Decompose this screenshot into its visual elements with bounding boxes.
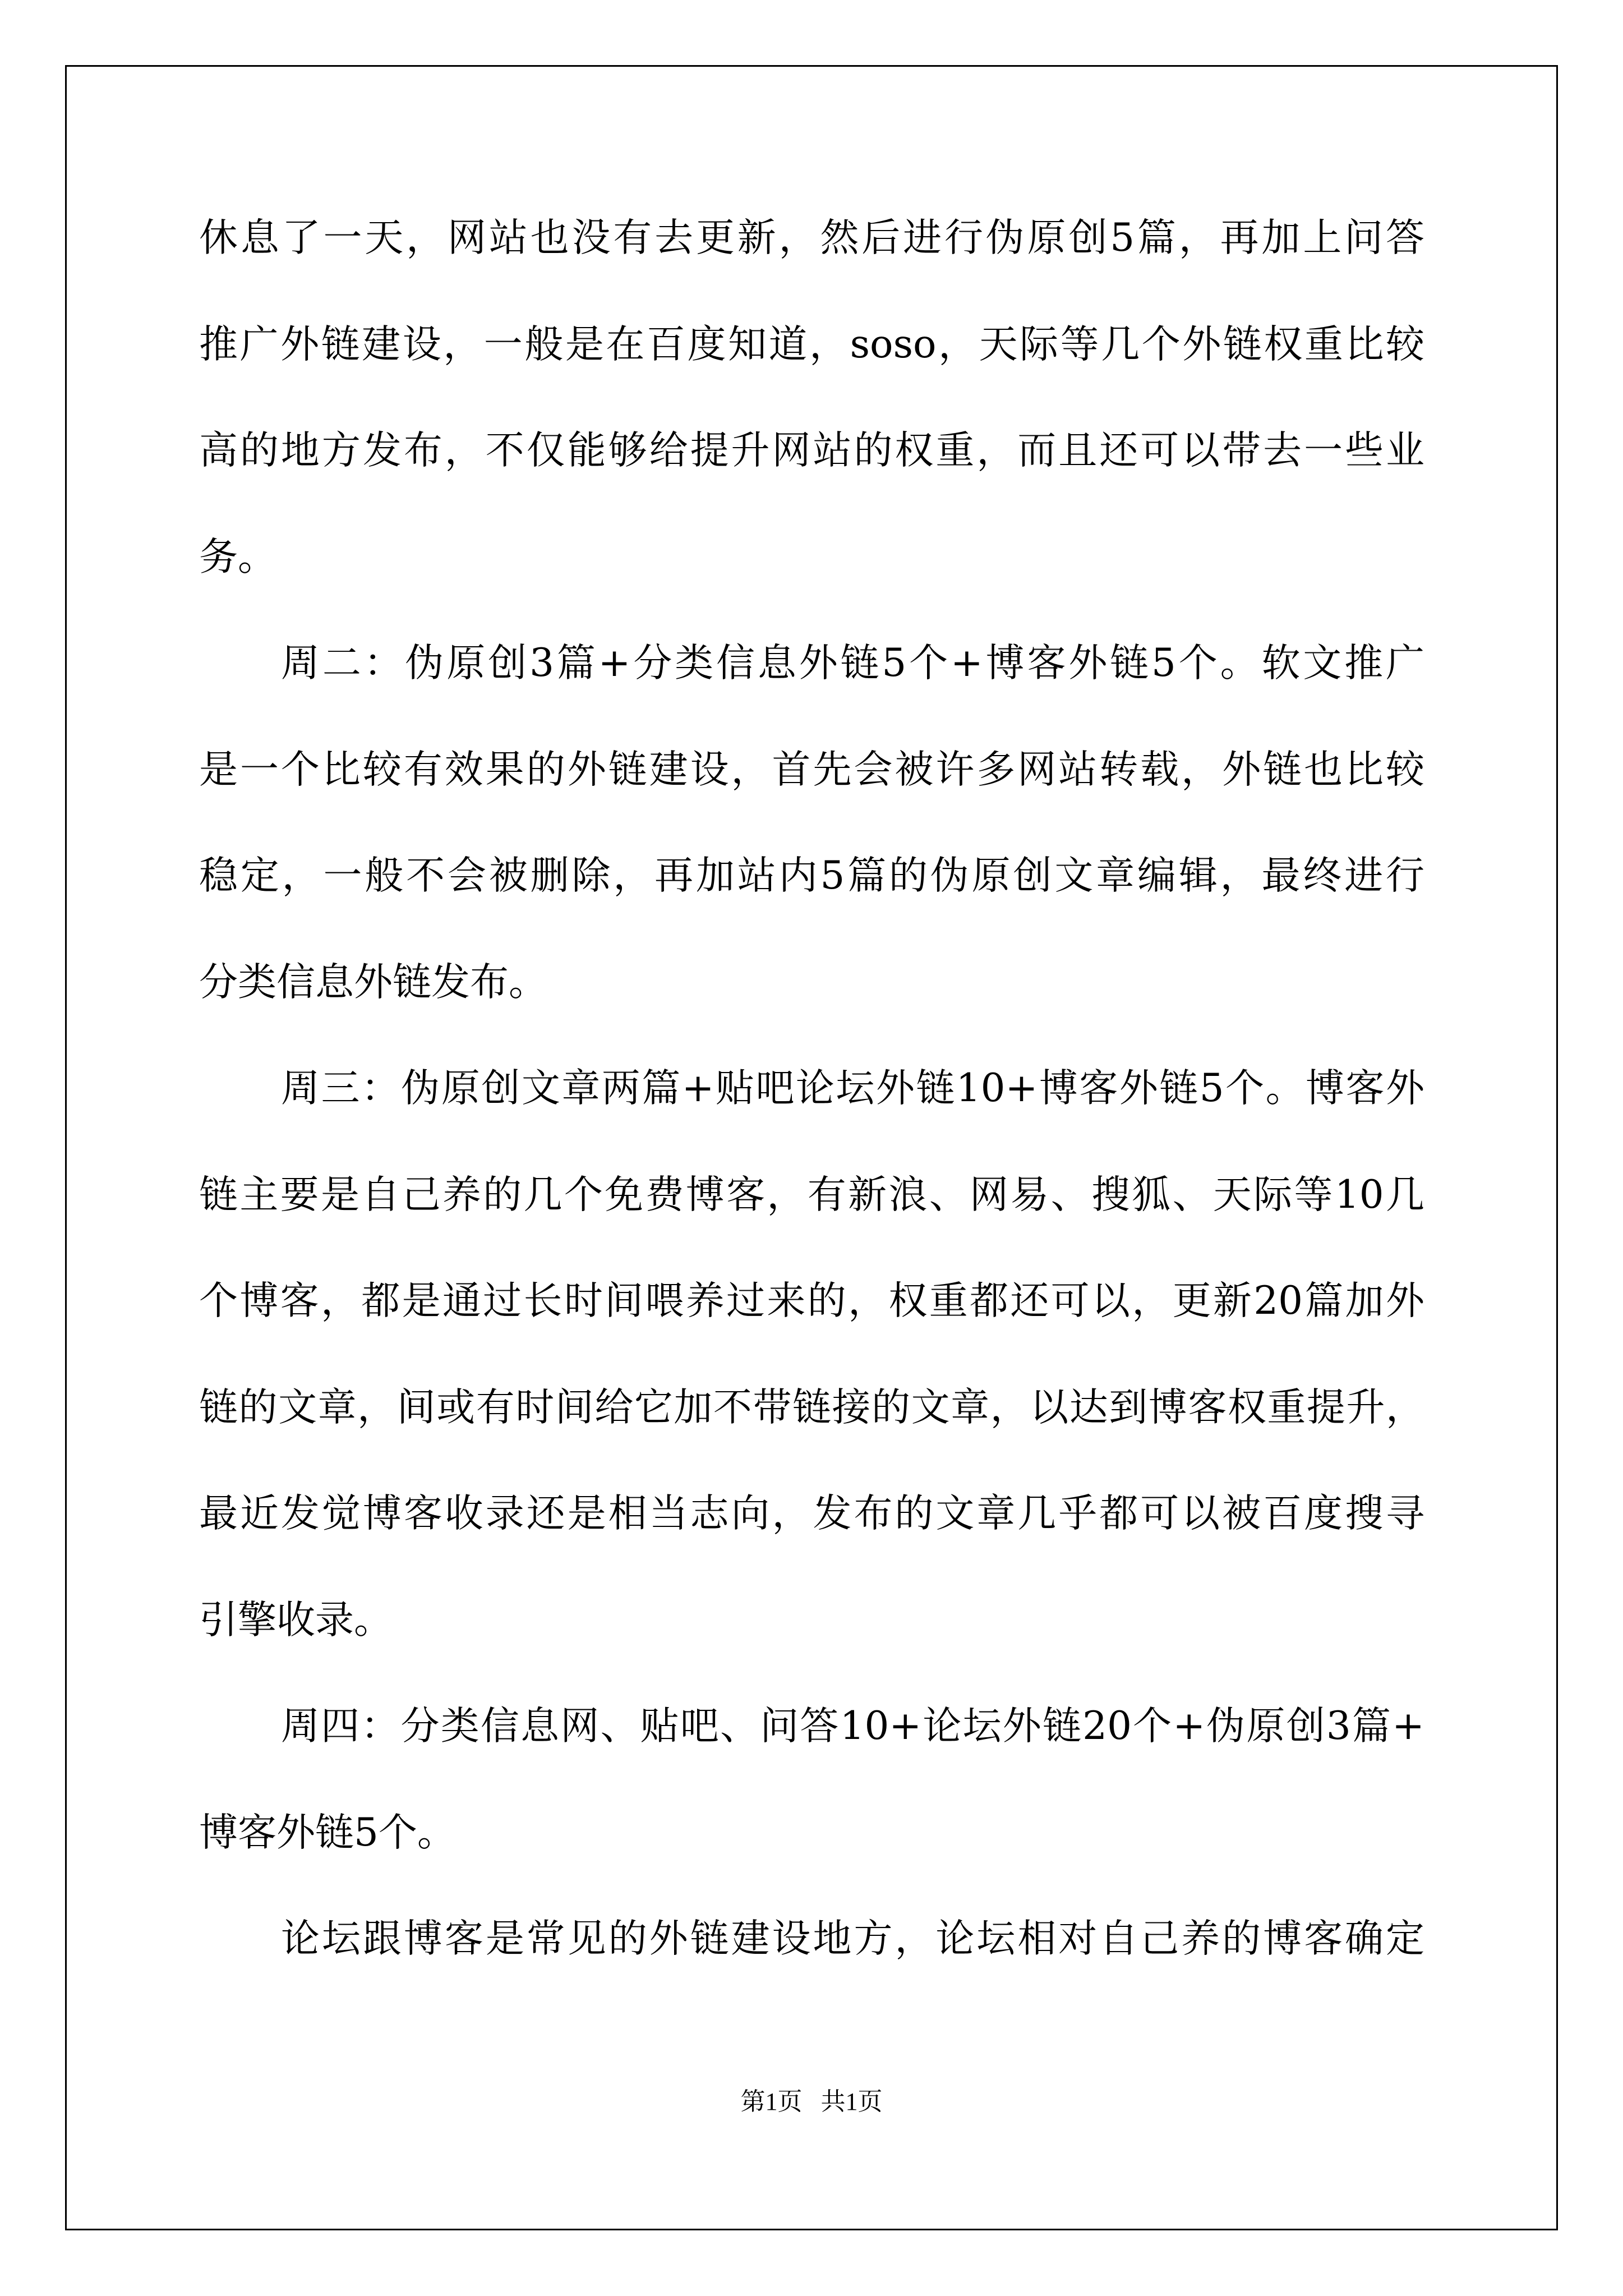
text-line: 链主要是自己养的几个免费博客，有新浪、网易、搜狐、天际等10几 bbox=[199, 1172, 1424, 1217]
text-line: 分类信息外链发布。 bbox=[199, 959, 547, 1005]
page-number-footer: 第1页 共1页 bbox=[740, 2088, 883, 2115]
paragraph-start-line: 周三：伪原创文章两篇+贴吧论坛外链10+博客外链5个。博客外 bbox=[281, 1066, 1424, 1111]
text-line: 博客外链5个。 bbox=[199, 1810, 456, 1855]
text-line: 务。 bbox=[199, 534, 276, 579]
text-line: 高的地方发布，不仅能够给提升网站的权重，而且还可以带去一些业 bbox=[199, 428, 1424, 473]
text-line: 引擎收录。 bbox=[199, 1597, 393, 1642]
paragraph-start-line: 周四：分类信息网、贴吧、问答10+论坛外链20个+伪原创3篇+ bbox=[281, 1704, 1424, 1749]
text-line: 休息了一天，网站也没有去更新，然后进行伪原创5篇，再加上问答 bbox=[199, 215, 1424, 260]
text-line: 最近发觉博客收录还是相当志向，发布的文章几乎都可以被百度搜寻 bbox=[199, 1491, 1424, 1536]
text-line: 推广外链建设，一般是在百度知道，soso，天际等几个外链权重比较 bbox=[199, 321, 1424, 367]
text-line: 是一个比较有效果的外链建设，首先会被许多网站转载，外链也比较 bbox=[199, 747, 1424, 792]
text-line: 链的文章，间或有时间给它加不带链接的文章，以达到博客权重提升， bbox=[199, 1384, 1424, 1430]
text-line: 稳定，一般不会被删除，再加站内5篇的伪原创文章编辑，最终进行 bbox=[199, 853, 1424, 898]
text-line: 个博客，都是通过长时间喂养过来的，权重都还可以，更新20篇加外 bbox=[199, 1278, 1424, 1323]
document-body bbox=[199, 215, 1424, 2026]
paragraph-start-line: 论坛跟博客是常见的外链建设地方，论坛相对自己养的博客确定 bbox=[281, 1916, 1424, 1961]
paragraph-start-line: 周二：伪原创3篇+分类信息外链5个+博客外链5个。软文推广 bbox=[281, 641, 1424, 685]
